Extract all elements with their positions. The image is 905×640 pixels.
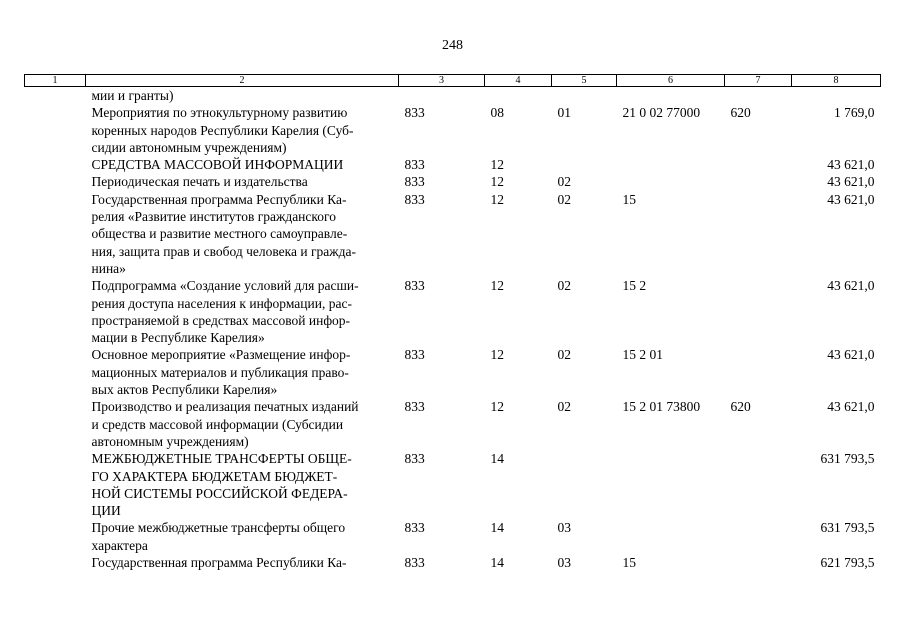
code-cell: 833 [404, 451, 425, 467]
type-cell [725, 519, 792, 554]
amount-cell: 631 793,5 [820, 451, 875, 467]
type-cell [725, 191, 792, 277]
name-line: ния, защита прав и свобод человека и гражда- [91, 243, 356, 259]
name-line: ЦИИ [91, 503, 121, 519]
name-line: Периодическая печать и издательства [91, 174, 308, 190]
target-cell [617, 450, 725, 519]
section-cell: 12 [490, 278, 504, 294]
name-line: пространяемой в средствах массовой инфор- [91, 312, 351, 328]
section-cell: 12 [490, 399, 504, 415]
name-line: мационных материалов и публикация право- [91, 364, 349, 380]
subsection-cell [552, 450, 617, 519]
name-line: характера [91, 537, 148, 553]
type-cell [725, 554, 792, 571]
header-row [25, 75, 881, 87]
table-row [25, 519, 881, 554]
column-header-1: 1 [25, 75, 86, 87]
type-cell [725, 173, 792, 190]
amount-cell: 43 621,0 [827, 399, 875, 415]
column-header-5: 5 [552, 75, 617, 87]
number-cell [25, 346, 86, 398]
amount-cell [792, 87, 881, 105]
name-cell [86, 554, 399, 571]
section-cell: 12 [490, 157, 504, 173]
table-row [25, 277, 881, 346]
table-row [25, 450, 881, 519]
name-cell [86, 277, 399, 346]
code-cell: 833 [404, 555, 425, 571]
name-cell [86, 398, 399, 450]
name-line: Государственная программа Республики Ка- [91, 191, 347, 207]
name-line: автономным учреждениям) [91, 433, 249, 449]
target-cell: 15 2 [622, 278, 647, 294]
amount-cell: 43 621,0 [827, 278, 875, 294]
number-cell [25, 519, 86, 554]
column-header-2: 2 [86, 75, 399, 87]
subsection-cell [552, 156, 617, 173]
number-cell [25, 398, 86, 450]
section-cell: 12 [490, 191, 504, 207]
table-row [25, 398, 881, 450]
table-row [25, 346, 881, 398]
name-line: ГО ХАРАКТЕРА БЮДЖЕТАМ БЮДЖЕТ- [91, 468, 338, 484]
section-cell: 12 [490, 347, 504, 363]
code-cell: 833 [404, 191, 425, 207]
amount-cell: 43 621,0 [827, 157, 875, 173]
table-row [25, 191, 881, 277]
number-cell [25, 277, 86, 346]
target-cell: 15 [622, 555, 636, 571]
name-cell [86, 519, 399, 554]
amount-cell: 631 793,5 [820, 520, 875, 536]
subsection-cell: 02 [557, 278, 571, 294]
name-cell [86, 191, 399, 277]
name-line: Подпрограмма «Создание условий для расши- [91, 278, 359, 294]
section-cell: 12 [490, 174, 504, 190]
code-cell: 833 [404, 347, 425, 363]
table-row [25, 173, 881, 190]
code-cell: 833 [404, 157, 425, 173]
name-line: общества и развитие местного самоуправле- [91, 226, 348, 242]
name-line: Мероприятия по этнокультурному развитию [91, 105, 348, 121]
subsection-cell: 02 [557, 191, 571, 207]
target-cell: 15 2 01 73800 [622, 399, 701, 415]
subsection-cell: 02 [557, 399, 571, 415]
table-row [25, 87, 881, 105]
section-cell [485, 87, 552, 105]
name-line: рения доступа населения к информации, рас- [91, 295, 352, 311]
target-cell: 21 0 02 77000 [622, 105, 701, 121]
budget-table [24, 74, 881, 571]
code-cell: 833 [404, 105, 425, 121]
name-line: и средств массовой информации (Субсидии [91, 416, 344, 432]
code-cell: 833 [404, 399, 425, 415]
amount-cell: 43 621,0 [827, 347, 875, 363]
code-cell: 833 [404, 174, 425, 190]
number-cell [25, 554, 86, 571]
name-line: Государственная программа Республики Ка- [91, 555, 347, 571]
table-row [25, 104, 881, 156]
name-line: СРЕДСТВА МАССОВОЙ ИНФОРМАЦИИ [91, 157, 344, 173]
section-cell: 08 [490, 105, 504, 121]
number-cell [25, 173, 86, 190]
column-header-4: 4 [485, 75, 552, 87]
table-row [25, 156, 881, 173]
name-line: сидии автономным учреждениям) [91, 139, 287, 155]
name-line: мации в Республике Карелия» [91, 330, 265, 346]
type-cell [725, 450, 792, 519]
code-cell: 833 [404, 278, 425, 294]
number-cell [25, 450, 86, 519]
target-cell [617, 173, 725, 190]
column-header-6: 6 [617, 75, 725, 87]
name-cell [86, 346, 399, 398]
code-cell: 833 [404, 520, 425, 536]
amount-cell: 621 793,5 [820, 555, 875, 571]
subsection-cell: 02 [557, 174, 571, 190]
name-cell [86, 450, 399, 519]
name-line: Производство и реализация печатных изданий [91, 399, 359, 415]
name-cell [86, 173, 399, 190]
name-line: релия «Развитие институтов гражданского [91, 209, 336, 225]
table-body [25, 87, 881, 572]
target-cell [617, 87, 725, 105]
amount-cell: 1 769,0 [834, 105, 875, 121]
name-line: нина» [91, 260, 126, 276]
name-line: коренных народов Республики Карелия (Суб- [91, 122, 354, 138]
type-cell [725, 346, 792, 398]
subsection-cell: 03 [557, 520, 571, 536]
code-cell [399, 87, 485, 105]
column-header-7: 7 [725, 75, 792, 87]
amount-cell: 43 621,0 [827, 174, 875, 190]
type-cell [725, 156, 792, 173]
number-cell [25, 104, 86, 156]
target-cell [617, 519, 725, 554]
target-cell: 15 [622, 191, 636, 207]
table-row [25, 554, 881, 571]
name-line: мии и гранты) [91, 88, 174, 103]
target-cell: 15 2 01 [622, 347, 663, 363]
name-line: Прочие межбюджетные трансферты общего [91, 520, 346, 536]
name-line: НОЙ СИСТЕМЫ РОССИЙСКОЙ ФЕДЕРА- [91, 485, 348, 501]
subsection-cell: 02 [557, 347, 571, 363]
name-line: вых актов Республики Карелия» [91, 382, 278, 398]
type-cell [725, 277, 792, 346]
number-cell [25, 191, 86, 277]
subsection-cell: 01 [557, 105, 571, 121]
name-cell [86, 156, 399, 173]
name-cell [86, 87, 399, 105]
type-cell [725, 87, 792, 105]
column-header-3: 3 [399, 75, 485, 87]
column-header-8: 8 [792, 75, 881, 87]
subsection-cell [552, 87, 617, 105]
page-number: 248 [442, 38, 463, 53]
section-cell: 14 [490, 555, 504, 571]
amount-cell: 43 621,0 [827, 191, 875, 207]
target-cell [617, 156, 725, 173]
name-line: МЕЖБЮДЖЕТНЫЕ ТРАНСФЕРТЫ ОБЩЕ- [91, 451, 352, 467]
type-cell: 620 [730, 105, 751, 121]
type-cell: 620 [730, 399, 751, 415]
subsection-cell: 03 [557, 555, 571, 571]
section-cell: 14 [490, 451, 504, 467]
name-cell [86, 104, 399, 156]
number-cell [25, 156, 86, 173]
number-cell [25, 87, 86, 105]
name-line: Основное мероприятие «Размещение инфор- [91, 347, 351, 363]
section-cell: 14 [490, 520, 504, 536]
